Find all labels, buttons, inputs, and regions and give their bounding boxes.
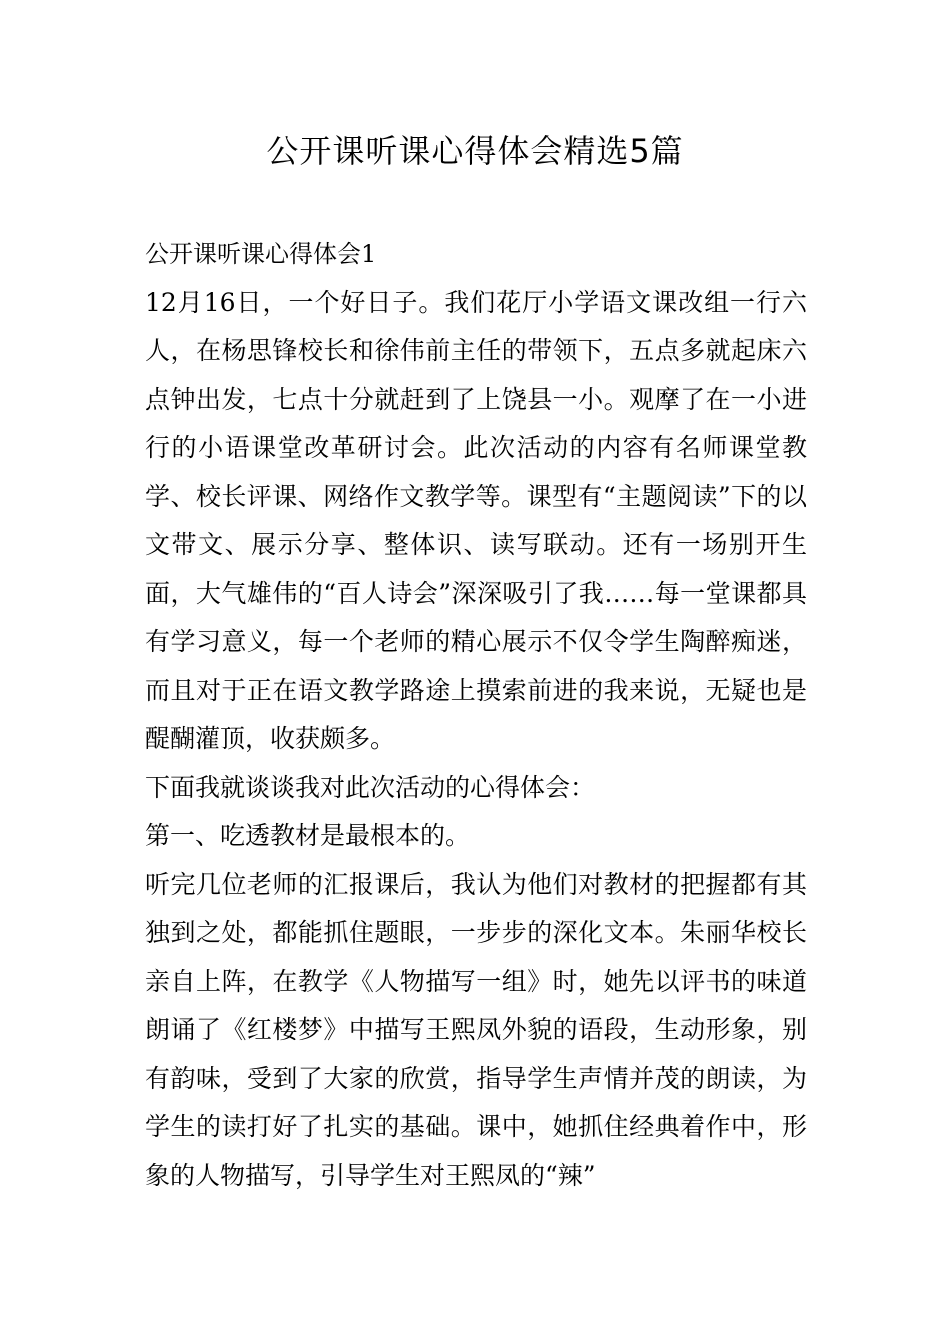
paragraph: 听完几位老师的汇报课后，我认为他们对教材的把握都有其独到之处，都能抓住题眼，一步步的深化文本。朱丽华校长亲自上阵，在教学《人物描写一组》时，她先以评书的味道朗诵了《红楼梦》中描写王熙凤外貌的语段，生动形象，别有韵味，受到了大家的欣赏，指导学生声情并茂的朗读，为学生的读打好了扎实的基础。课中，她抓住经典着作中，形象的人物描写，引导学生对王熙凤的“辣” [145,869,807,1190]
paragraph: 第一、吃透教材是最根本的。 [145,821,471,850]
paragraph: 下面我就谈谈我对此次活动的心得体会： [145,772,596,802]
paragraph: 12月16日，一个好日子。我们花厅小学语文课改组一行六人，在杨思锋校长和徐伟前主任的带领下，五点多就起床六点钟出发，七点十分就赶到了上饶县一小。观摩了在一小进行的小语课堂改革研讨会。此次活动的内容有名师课堂教学、校长评课、网络作文教学等。课型有“主题阅读”下的以文带文、展示分享、整体识、读写联动。还有一场别开生面，大气雄伟的“百人诗会”深深吸引了我……每一堂课都具有学习意义，每一个老师的精心展示不仅令学生陶醉痴迷，而且对于正在语文教学路途上摸索前进的我来说，无疑也是醍醐灌顶，收获颇多。 [145,287,807,753]
document-body [145,230,807,1200]
document-title: 公开课听课心得体会精选5篇 [266,132,684,170]
section-heading: 公开课听课心得体会1 [145,240,377,268]
